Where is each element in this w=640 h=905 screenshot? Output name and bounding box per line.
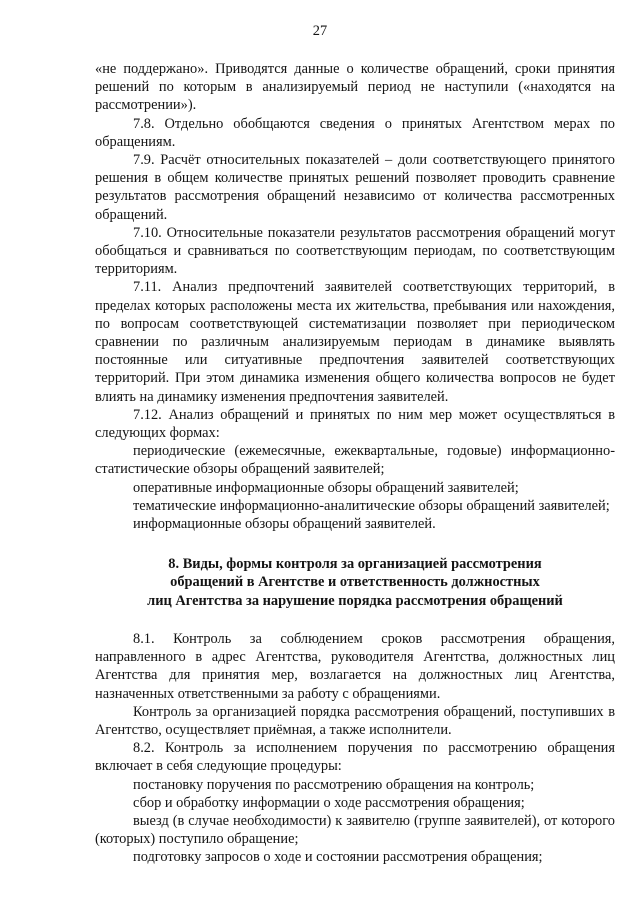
paragraph: «не поддержано». Приводятся данные о количестве обращений, сроки принятия решений по которым в анализируемый период не наступили («находятся на рассмотрении»). xyxy=(95,61,615,114)
paragraph: подготовку запросов о ходе и состоянии рассмотрения обращения; xyxy=(133,849,543,866)
section-8-body xyxy=(95,630,615,867)
paragraph: 7.9. Расчёт относительных показателей – доли соответствующего принятого решения в общем количестве принятых решений позволяет проводить сравнение результатов рассмотрения обращений независимо от количества рассмотренных обращений. xyxy=(95,152,615,223)
paragraph: постановку поручения по рассмотрению обращения на контроль; xyxy=(133,776,535,793)
paragraph: 8.1. Контроль за соблюдением сроков рассмотрения обращения, направленного в адрес Агентства, руководителя Агентства, должностных лиц Агентства для принятия мер, возлагается на должностных лиц Агентства, назначенных ответственными за работу с обращениями. xyxy=(95,630,615,702)
paragraph: 7.12. Анализ обращений и принятых по ним мер может осуществляться в следующих формах: xyxy=(95,406,615,442)
section-8-heading xyxy=(95,555,615,610)
heading-line: 8. Виды, формы контроля за организацией рассмотрения xyxy=(168,556,542,573)
paragraph: информационные обзоры обращений заявителей. xyxy=(133,516,436,533)
paragraph: тематические информационно-аналитические обзоры обращений заявителей; xyxy=(133,497,610,514)
paragraph: 7.8. Отдельно обобщаются сведения о принятых Агентством мерах по обращениям. xyxy=(95,115,615,150)
paragraph: 8.2. Контроль за исполнением поручения по рассмотрению обращения включает в себя следующие процедуры: xyxy=(95,740,615,775)
paragraph: оперативные информационные обзоры обращений заявителей; xyxy=(133,479,519,496)
paragraph: 7.10. Относительные показатели результатов рассмотрения обращений могут обобщаться и сравниваться по соответствующим периодам, по соответствующим территориям. xyxy=(95,224,615,278)
page-number: 27 xyxy=(312,23,328,39)
paragraph: 7.11. Анализ предпочтений заявителей соответствующих территорий, в пределах которых расположены места их жительства, пребывания или нахождения, по вопросам соответствующей систематизации позволяет при периодическом сравнении по различным анализируемым периодам в динамике выявлять постоянные или ситуативные предпочтения заявителей соответствующих территорий. При этом динамика изменения общего количества вопросов не будет влиять на динамику изменения предпочтения заявителей. xyxy=(95,279,615,405)
paragraph: сбор и обработку информации о ходе рассмотрения обращения; xyxy=(133,794,525,811)
document-body xyxy=(95,60,615,867)
heading-line: обращений в Агентстве и ответственность должностных xyxy=(170,574,540,591)
section-7-continuation xyxy=(95,60,615,533)
paragraph: Контроль за организацией порядка рассмотрения обращений, поступивших в Агентство, осуществляет приёмная, а также исполнители. xyxy=(95,703,615,738)
heading-line: лиц Агентства за нарушение порядка рассмотрения обращений xyxy=(147,592,563,609)
paragraph: периодические (ежемесячные, ежеквартальные, годовые) информационно-статистические обзоры обращений заявителей; xyxy=(95,443,615,478)
paragraph: выезд (в случае необходимости) к заявителю (группе заявителей), от которого (которых) поступило обращение; xyxy=(95,812,615,848)
